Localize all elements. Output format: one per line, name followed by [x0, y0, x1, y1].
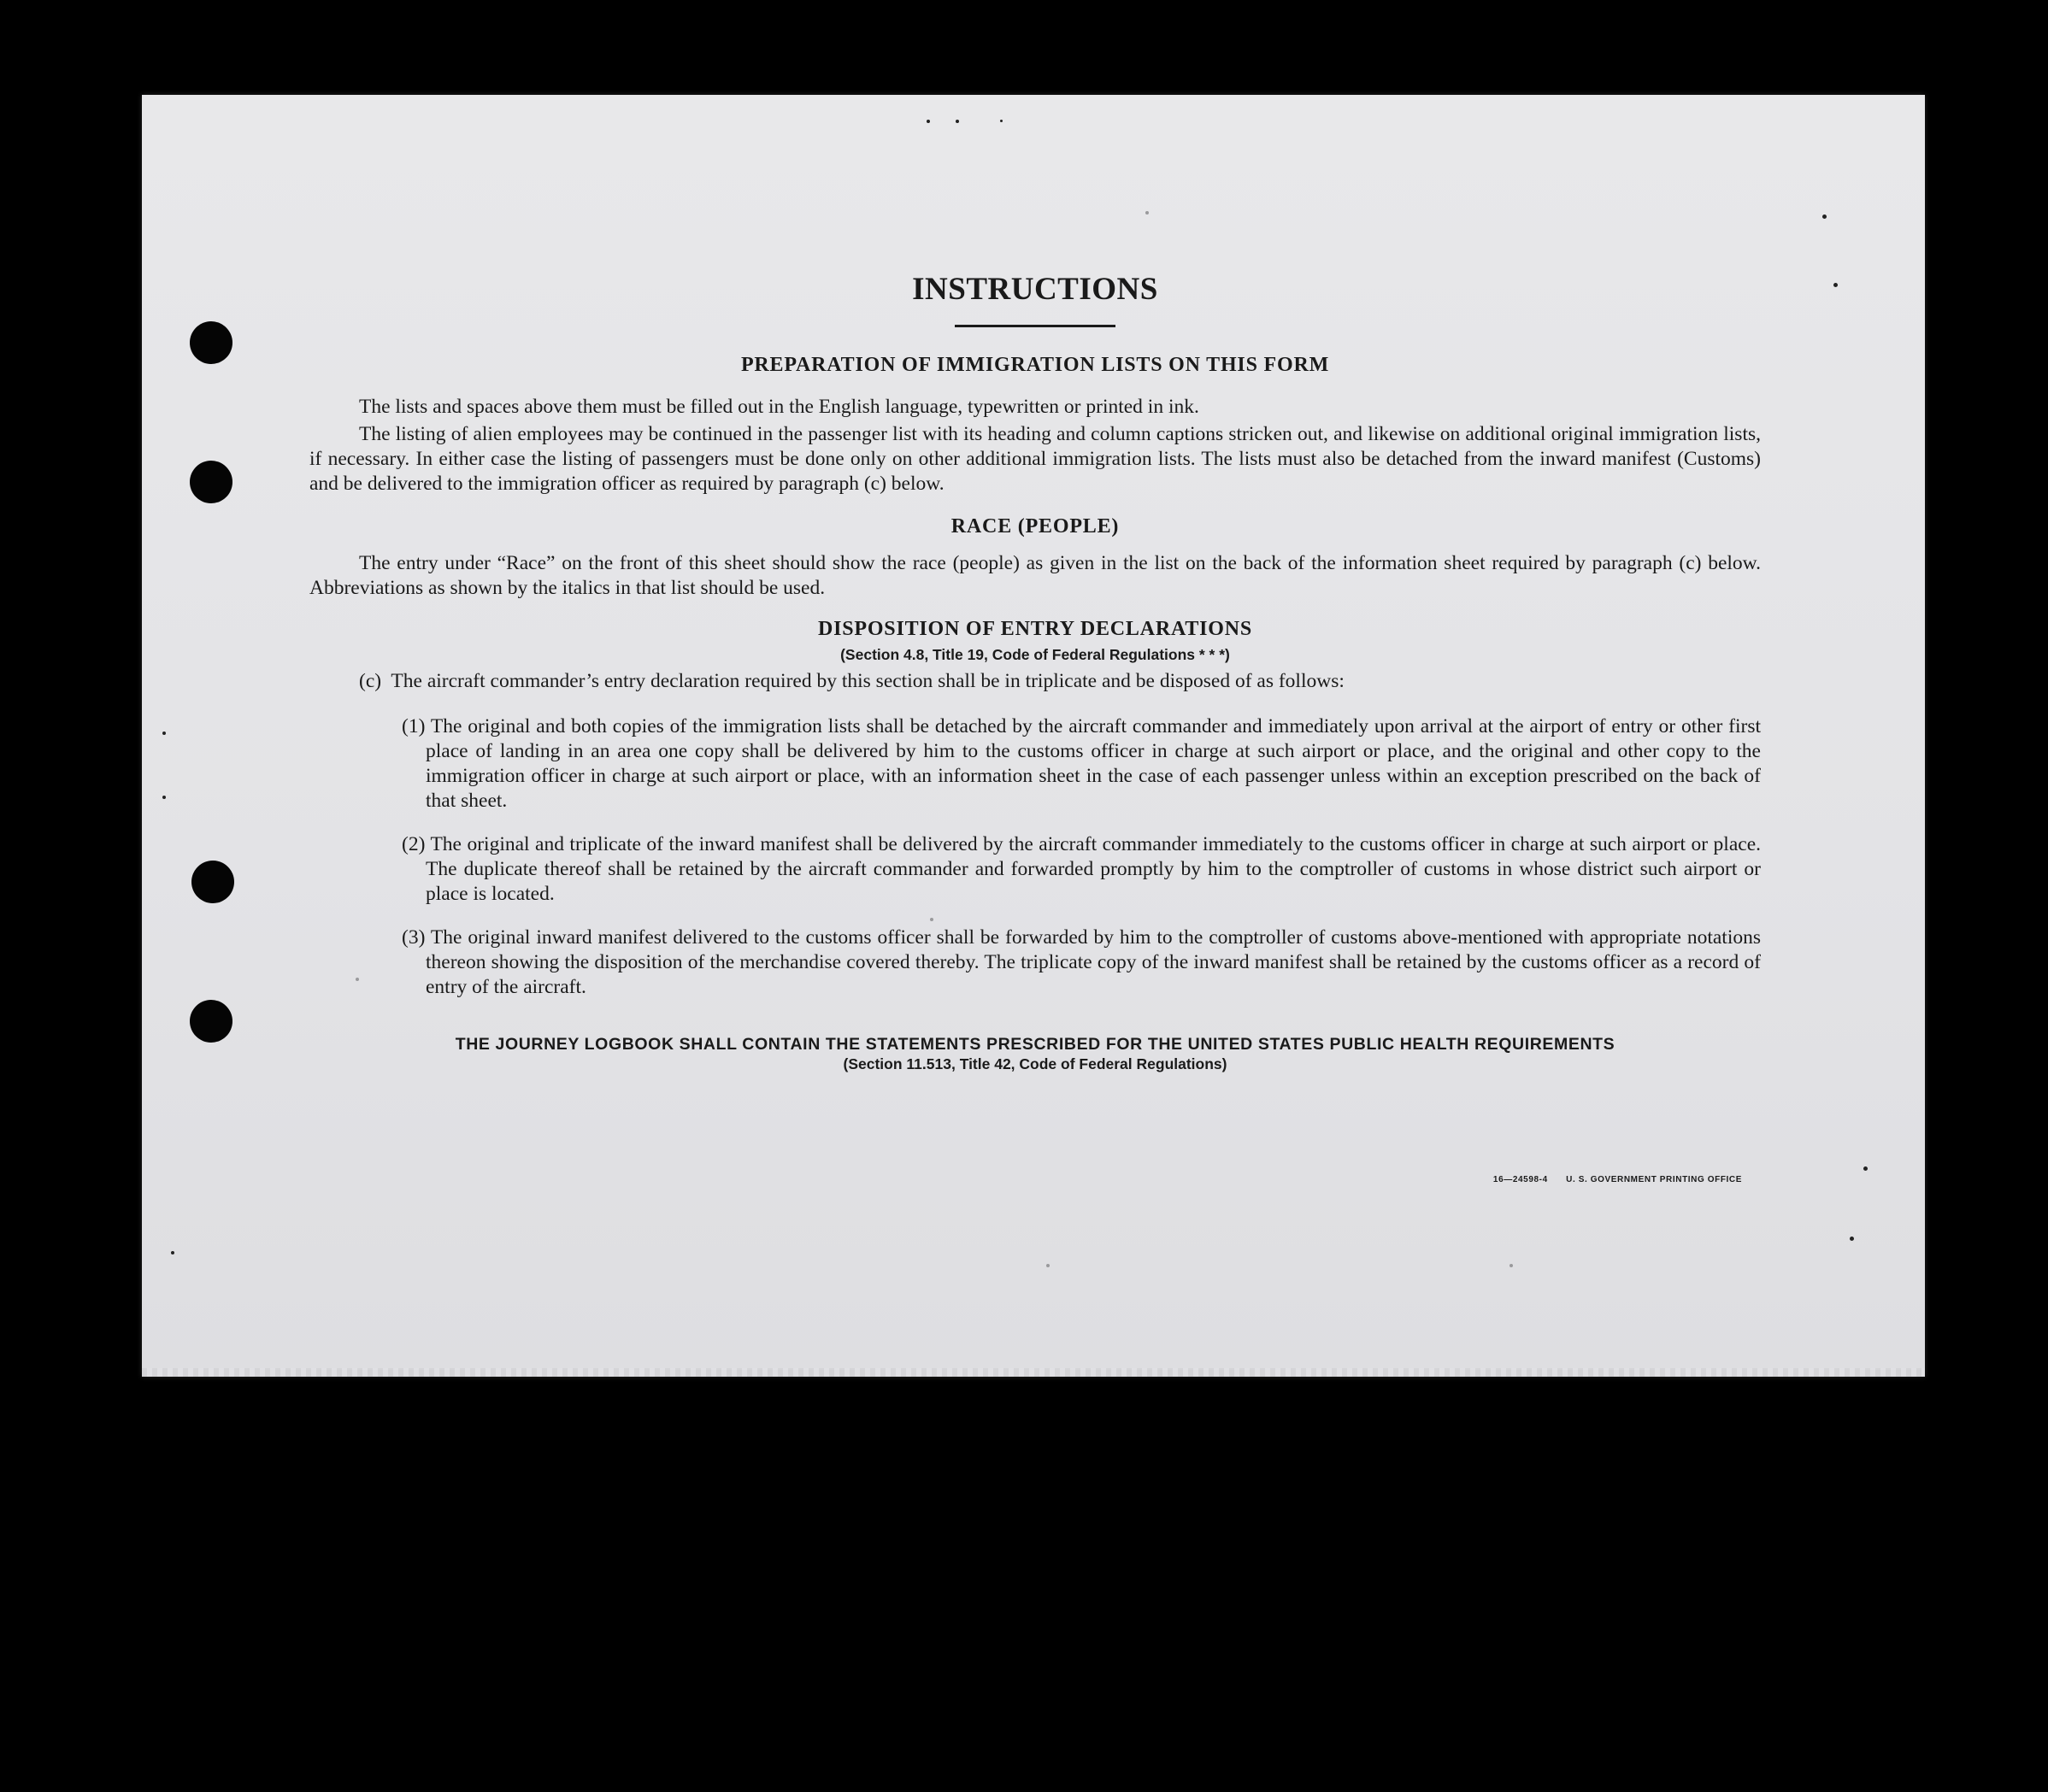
- section-heading-disposition: DISPOSITION OF ENTRY DECLARATIONS: [817, 618, 1253, 640]
- clause-text: The aircraft commander’s entry declaration required by this section shall be in triplicate and be disposed of as follows:: [391, 670, 1345, 692]
- punch-hole-2: [190, 461, 232, 503]
- dust-speck: [1510, 1264, 1513, 1267]
- list-item: [402, 832, 1761, 907]
- dust-speck: [162, 731, 166, 735]
- list-item: [402, 714, 1761, 814]
- paragraph-english-language: The lists and spaces above them must be filled out in the English language, typewritten or printed in ink.: [359, 396, 1199, 418]
- list-item: [402, 925, 1761, 1000]
- item-text: The original and both copies of the immigration lists shall be detached by the aircraft commander and immediately upon arrival at the airport of entry or other first place of landing in an area one copy shall be delivered by him to the customs officer in charge at such airport or place, and the original and other copy to the immigration officer in charge at such airport or place, with an information sheet in the case of each passenger unless within an exception prescribed on the back of that sheet.: [426, 715, 1762, 812]
- item-text: The original inward manifest delivered to the customs officer shall be forwarded by him to the comptroller of customs above-mentioned with appropriate notations thereon showing the disposition of the merchandise covered thereby. The triplicate copy of the inward manifest shall be retained by the customs officer as a record of entry of the aircraft.: [426, 926, 1762, 998]
- dust-speck: [162, 796, 166, 799]
- title-underline: [955, 325, 1115, 327]
- clause-label: (c): [359, 670, 382, 692]
- punch-hole-1: [190, 321, 232, 364]
- document-content: [309, 270, 1761, 1073]
- printer-code: 16—24598-4: [1492, 1175, 1548, 1184]
- printer-name: U. S. GOVERNMENT PRINTING OFFICE: [1566, 1175, 1742, 1184]
- dust-speck: [171, 1251, 174, 1254]
- paragraph-race: The entry under “Race” on the front of this sheet should show the race (people) as given in the list on the back of the information sheet required by paragraph (c) below. Abbreviations as shown by the italics in that list should be used.: [309, 552, 1761, 599]
- dust-speck: [1000, 120, 1003, 122]
- clause-c: [309, 669, 1761, 694]
- dust-speck: [1850, 1237, 1854, 1241]
- document-title: INSTRUCTIONS: [912, 272, 1158, 307]
- item-number: (1): [402, 715, 426, 737]
- citation-section-11-513: (Section 11.513, Title 42, Code of Federal Regulations): [843, 1055, 1227, 1072]
- dust-speck: [1833, 283, 1838, 287]
- item-number: (3): [402, 926, 426, 949]
- dust-speck: [1046, 1264, 1050, 1267]
- item-text: The original and triplicate of the inward manifest shall be delivered by the aircraft commander immediately to the customs officer in charge at such airport or place. The duplicate thereof shall be retained by the aircraft commander and forwarded promptly by him to the comptroller of customs in whose district such airport or place is located.: [426, 833, 1761, 905]
- section-heading-preparation: PREPARATION OF IMMIGRATION LISTS ON THIS FORM: [740, 354, 1330, 376]
- document-page: [142, 95, 1925, 1377]
- dust-speck: [956, 120, 959, 123]
- section-heading-race: RACE (PEOPLE): [950, 515, 1120, 538]
- printer-imprint: [1493, 1175, 1742, 1184]
- paragraph-alien-employees: The listing of alien employees may be continued in the passenger list with its heading and column captions stricken out, and likewise on additional original immigration lists, if necessary. In either case the listing of passengers must be done only on other additional immigration lists. The lists must also be detached from the inward manifest (Customs) and be delivered to the immigration officer as required by paragraph (c) below.: [309, 423, 1761, 495]
- dust-speck: [1822, 214, 1827, 219]
- health-requirements-notice: THE JOURNEY LOGBOOK SHALL CONTAIN THE STATEMENTS PRESCRIBED FOR THE UNITED STATES PUBLIC HEALTH REQUIREMENTS: [455, 1035, 1615, 1054]
- dust-speck: [1863, 1166, 1868, 1171]
- punch-hole-4: [190, 1000, 232, 1043]
- punch-hole-3: [191, 861, 234, 903]
- citation-section-4-8: (Section 4.8, Title 19, Code of Federal Regulations * * *): [840, 646, 1230, 663]
- dust-speck: [1145, 211, 1149, 214]
- item-number: (2): [402, 833, 426, 855]
- dust-speck: [927, 120, 930, 123]
